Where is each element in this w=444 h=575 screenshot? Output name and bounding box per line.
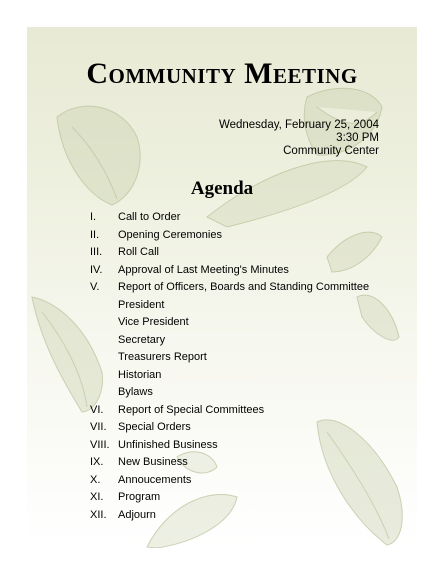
agenda-subitem [90, 367, 369, 385]
agenda-item-number: III. [90, 246, 103, 258]
agenda-item-number: VI. [90, 403, 104, 416]
agenda-item [90, 209, 369, 227]
agenda-subitem [90, 297, 369, 315]
agenda-item [90, 489, 369, 507]
agenda-item-number: V. [90, 281, 100, 293]
meeting-details [219, 119, 379, 158]
agenda-item-text: Treasurers Report [118, 351, 207, 363]
agenda-item-number: VIII. [90, 438, 110, 451]
agenda-item [90, 402, 369, 420]
agenda-item [90, 244, 369, 262]
agenda-item [90, 507, 369, 525]
agenda-item-text: Report of Special Committees [118, 403, 265, 416]
agenda-item-text: Program [118, 491, 161, 503]
agenda-item [90, 454, 369, 472]
agenda-item-text: Bylaws [118, 386, 153, 398]
agenda-item [90, 437, 369, 455]
agenda-subitem [90, 314, 369, 332]
agenda-item-number: VII. [90, 421, 107, 433]
meeting-time: 3:30 PM [336, 132, 379, 144]
meeting-location: Community Center [283, 145, 379, 157]
document-page [27, 27, 417, 548]
agenda-subitem [90, 384, 369, 402]
agenda-item-number: XII. [90, 508, 107, 521]
agenda-item [90, 279, 369, 297]
agenda-subitem [90, 349, 369, 367]
agenda-item-text: New Business [118, 456, 188, 468]
agenda-heading: Agenda [190, 178, 254, 199]
agenda-item-text: Unfinished Business [118, 438, 218, 451]
agenda-item-text: President [118, 298, 165, 311]
agenda-item-number: IV. [90, 263, 103, 276]
agenda-subitem [90, 332, 369, 350]
agenda-item-number: I. [90, 211, 97, 223]
agenda-item [90, 472, 369, 490]
agenda-item-text: Historian [118, 368, 162, 381]
page-title: Community Meeting [86, 57, 358, 90]
agenda-list [90, 209, 369, 524]
agenda-item-text: Special Orders [118, 421, 191, 433]
agenda-item-text: Report of Officers, Boards and Standing Committee [118, 281, 370, 293]
agenda-item-text: Vice President [118, 316, 189, 328]
agenda-item [90, 227, 369, 245]
agenda-item-number: X. [90, 473, 101, 486]
agenda-item-text: Opening Ceremonies [118, 228, 222, 241]
agenda-item-number: XI. [90, 491, 104, 503]
agenda-item-text: Roll Call [118, 246, 159, 258]
agenda-item [90, 262, 369, 280]
agenda-item-text: Secretary [118, 333, 166, 346]
meeting-date: Wednesday, February 25, 2004 [218, 119, 379, 131]
agenda-item [90, 419, 369, 437]
agenda-item-text: Annoucements [118, 473, 192, 486]
agenda-item-text: Call to Order [118, 211, 181, 223]
agenda-item-number: II. [90, 228, 100, 241]
agenda-item-text: Adjourn [118, 508, 156, 521]
agenda-item-number: IX. [90, 456, 104, 468]
agenda-item-text: Approval of Last Meeting's Minutes [118, 263, 289, 276]
